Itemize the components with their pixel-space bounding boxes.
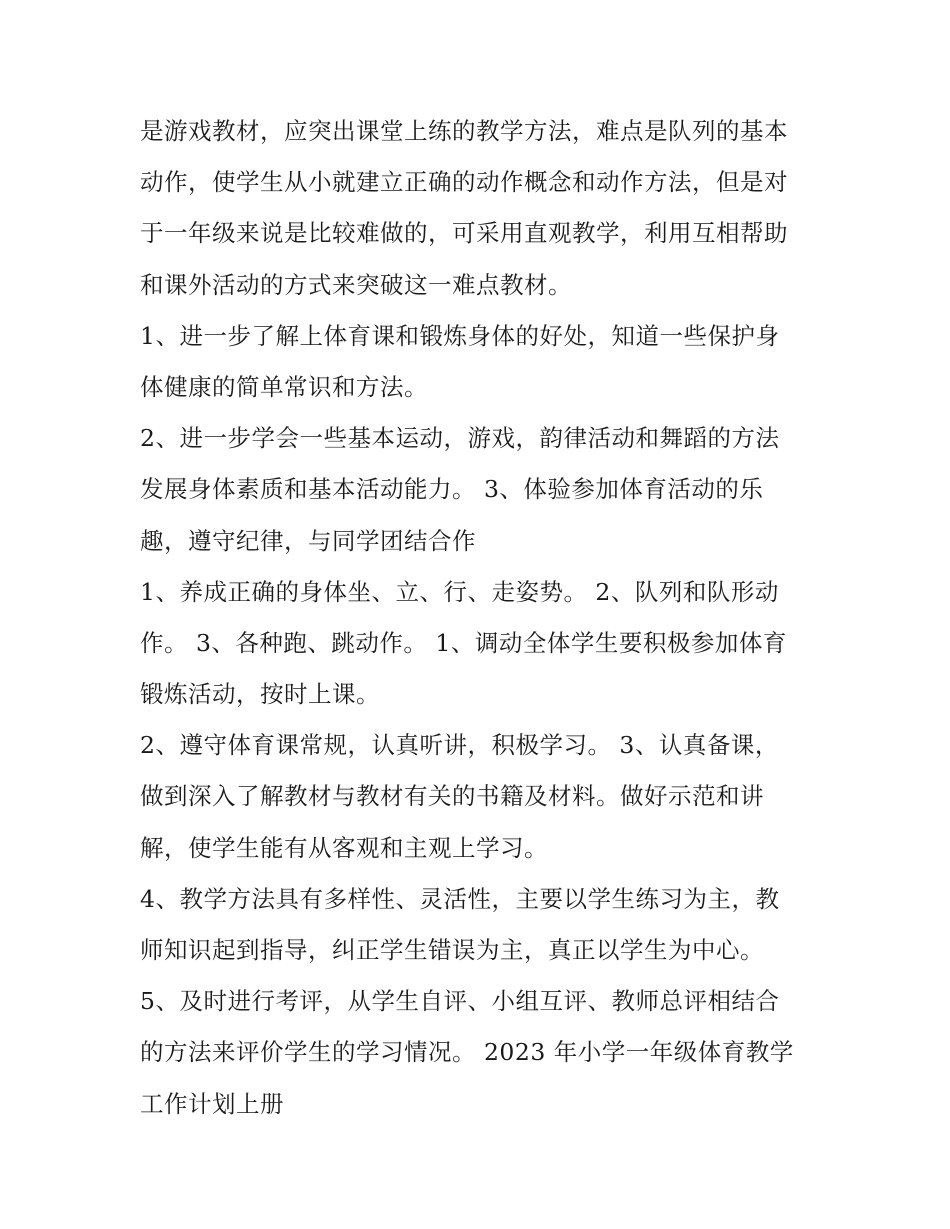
text-line: 2、进一步学会一些基本运动，游戏，韵律活动和舞蹈的方法 [140, 424, 780, 453]
text-line: 做到深入了解教材与教材有关的书籍及材料。做好示范和讲 [140, 782, 764, 811]
text-line: 1、进一步了解上体育课和锻炼身体的好处，知道一些保护身 [140, 321, 780, 350]
text-line: 工作计划上册 [140, 1089, 284, 1118]
text-line: 师知识起到指导，纠正学生错误为主，真正以学生为中心。 [140, 936, 764, 964]
text-line: 锻炼活动，按时上课。 [140, 680, 380, 709]
text-line: 作。 3、各种跑、跳动作。 1、调动全体学生要积极参加体育 [140, 628, 787, 657]
text-line: 动作，使学生从小就建立正确的动作概念和动作方法，但是对 [140, 168, 788, 197]
text-line: 体健康的简单常识和方法。 [140, 372, 428, 401]
text-line: 2、遵守体育课常规，认真听讲，积极学习。 3、认真备课， [140, 731, 779, 760]
text-line: 趣，遵守纪律，与同学团结合作 [140, 526, 476, 555]
text-line: 于一年级来说是比较难做的，可采用直观教学，利用互相帮助 [140, 219, 788, 248]
text-line: 的方法来评价学生的学习情况。 2023 年小学一年级体育教学 [140, 1038, 794, 1067]
text-line: 是游戏教材，应突出课堂上练的教学方法，难点是队列的基本 [140, 117, 788, 145]
text-line: 发展身体素质和基本活动能力。 3、体验参加体育活动的乐 [140, 475, 764, 504]
text-line: 5、及时进行考评，从学生自评、小组互评、教师总评相结合 [140, 987, 780, 1016]
text-line: 解，使学生能有从客观和主观上学习。 [140, 833, 548, 862]
text-line: 1、养成正确的身体坐、立、行、走姿势。 2、队列和队形动 [140, 577, 779, 606]
body-text [140, 106, 820, 1130]
text-line: 4、教学方法具有多样性、灵活性，主要以学生练习为主，教 [140, 884, 780, 913]
text-line: 和课外活动的方式来突破这一难点教材。 [140, 270, 572, 299]
